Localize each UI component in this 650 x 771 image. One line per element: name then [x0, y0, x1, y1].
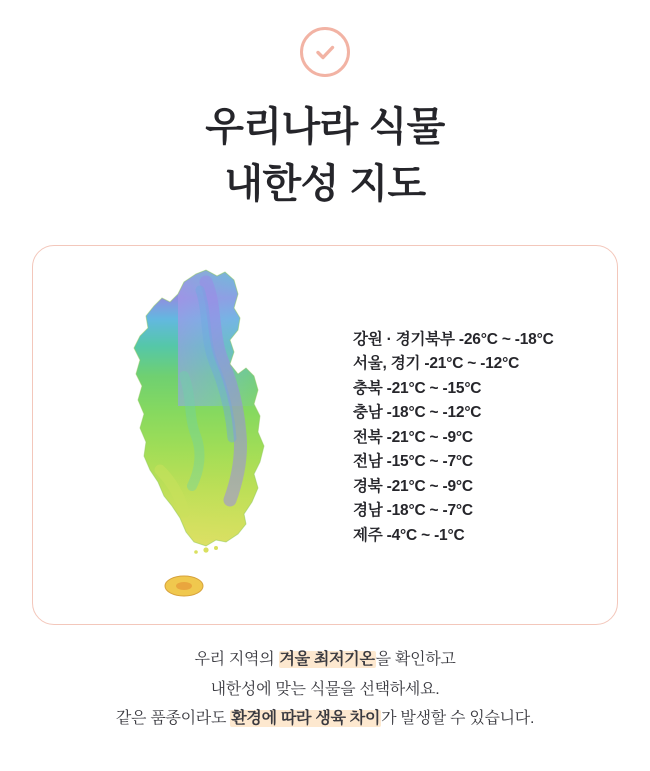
footnote-3-highlight: 환경에 따라 생육 차이	[231, 710, 381, 728]
footnote-line-1	[0, 645, 650, 675]
map-card	[32, 245, 618, 625]
footnote-3-pre: 같은 품종이라도	[115, 710, 231, 728]
check-circle-icon	[300, 27, 350, 77]
footnote-line-2: 내한성에 맞는 식물을 선택하세요.	[210, 680, 440, 698]
legend-item: 경남 -18°C ~ -7°C	[353, 502, 473, 520]
korea-hardiness-map	[88, 256, 328, 616]
legend-item: 경북 -21°C ~ -9°C	[353, 477, 473, 495]
footnote-1-highlight: 겨울 최저기온	[279, 651, 375, 668]
footnote-line-3	[0, 704, 650, 734]
title-line-2: 내한성 지도	[224, 161, 426, 206]
legend-item: 서울, 경기 -21°C ~ -12°C	[353, 355, 520, 373]
badge-container	[0, 0, 650, 77]
page-title	[0, 99, 650, 213]
jeju-island-shape	[158, 571, 218, 603]
legend-item: 전북 -21°C ~ -9°C	[353, 428, 473, 446]
legend-item: 제주 -4°C ~ -1°C	[353, 526, 465, 544]
legend-item: 충남 -18°C ~ -12°C	[353, 404, 482, 422]
footnote-3-post: 가 발생할 수 있습니다.	[381, 710, 535, 728]
footnote	[0, 645, 650, 734]
mainland-shape	[88, 256, 328, 556]
title-line-1: 우리나라 식물	[205, 105, 445, 149]
legend-item: 강원 · 경기북부 -26°C ~ -18°C	[353, 331, 554, 348]
legend-item: 전남 -15°C ~ -7°C	[353, 453, 473, 471]
legend-item: 충북 -21°C ~ -15°C	[353, 379, 482, 397]
footnote-1-pre: 우리 지역의	[194, 651, 279, 668]
hardiness-legend	[353, 328, 603, 548]
footnote-1-post: 을 확인하고	[375, 651, 456, 668]
